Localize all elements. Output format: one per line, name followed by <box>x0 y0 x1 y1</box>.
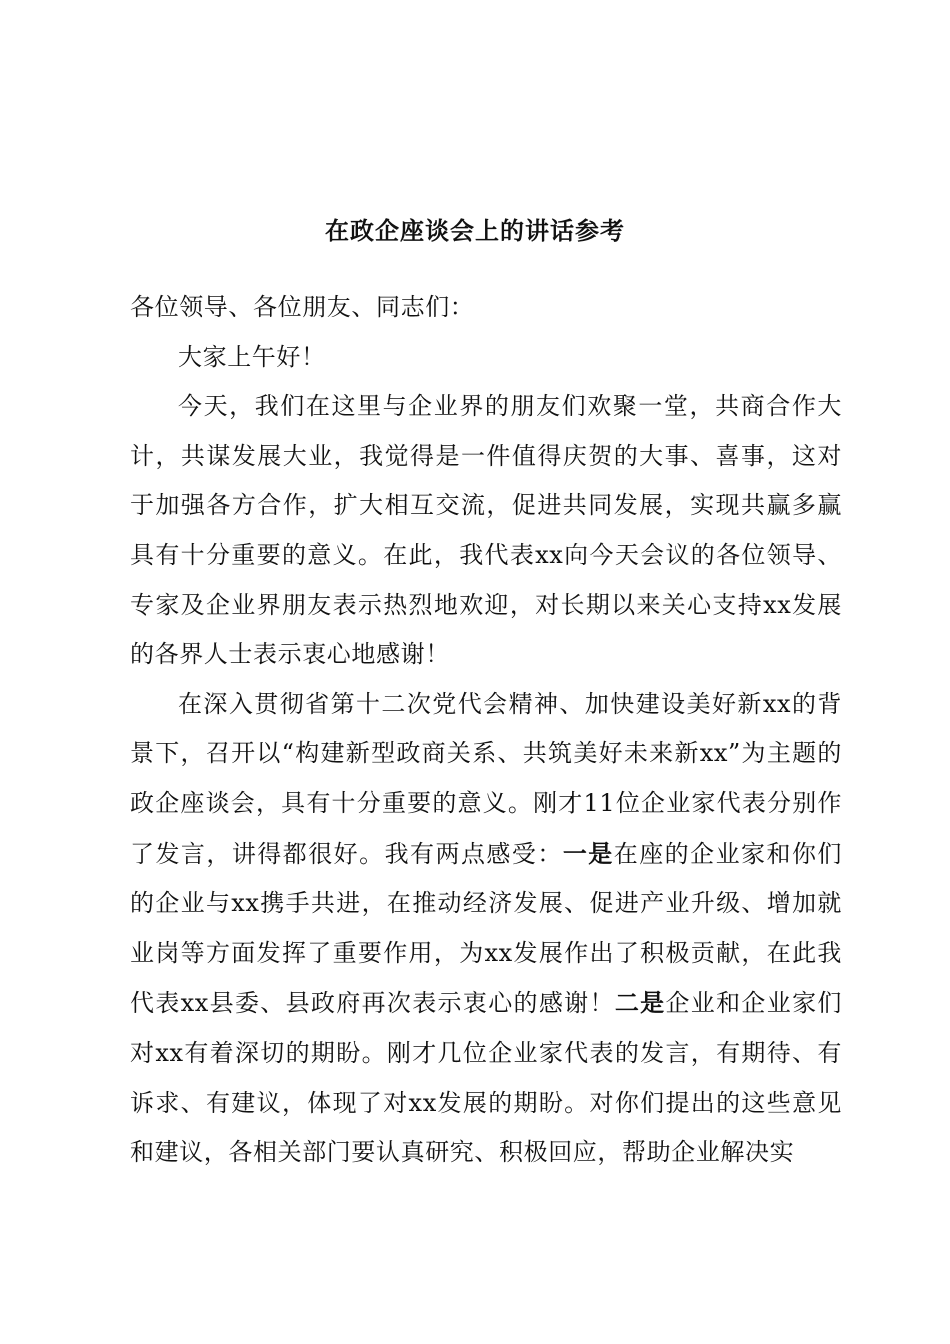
document-title: 在政企座谈会上的讲话参考 <box>325 216 625 245</box>
paragraph-2-bold-1: 一是 <box>562 838 614 868</box>
paragraph-2-part-3: 企业和企业家们对xx有着深切的期盼。刚才几位企业家代表的发言，有期待、有诉求、有建议，体现了对xx发展的期盼。对你们提出的这些意见和建议，各相关部门要认真研究、积极回应，帮助企业解决实 <box>130 989 843 1167</box>
paragraph-2-part-2: 在座的企业家和你们的企业与xx携手共进，在推动经济发展、促进产业升级、增加就业岗等方面发挥了重要作用，为xx发展作出了积极贡献，在此我代表xx县委、县政府再次表示衷心的感谢！ <box>130 839 843 1018</box>
paragraph-2-bold-2: 二是 <box>614 988 666 1018</box>
paragraph-2 <box>130 680 842 1178</box>
paragraph-2-part-1: 在深入贯彻省第十二次党代会精神、加快建设美好新xx的背景下，召开以“构建新型政商关系、共筑美好未来新xx”为主题的政企座谈会，具有十分重要的意义。刚才11位企业家代表分别作了发言，讲得都很好。我有两点感受： <box>130 689 842 868</box>
greeting: 大家上午好！ <box>178 342 326 371</box>
salutation: 各位领导、各位朋友、同志们： <box>130 293 475 321</box>
paragraph-1: 今天，我们在这里与企业界的朋友们欢聚一堂，共商合作大计，共谋发展大业，我觉得是一件值得庆贺的大事、喜事，这对于加强各方合作，扩大相互交流，促进共同发展，实现共赢多赢具有十分重要的意义。在此，我代表xx向今天会议的各位领导、专家及企业界朋友表示热烈地欢迎，对长期以来关心支持xx发展的各界人士表示衷心地感谢！ <box>130 392 842 669</box>
document-body <box>130 283 842 1178</box>
